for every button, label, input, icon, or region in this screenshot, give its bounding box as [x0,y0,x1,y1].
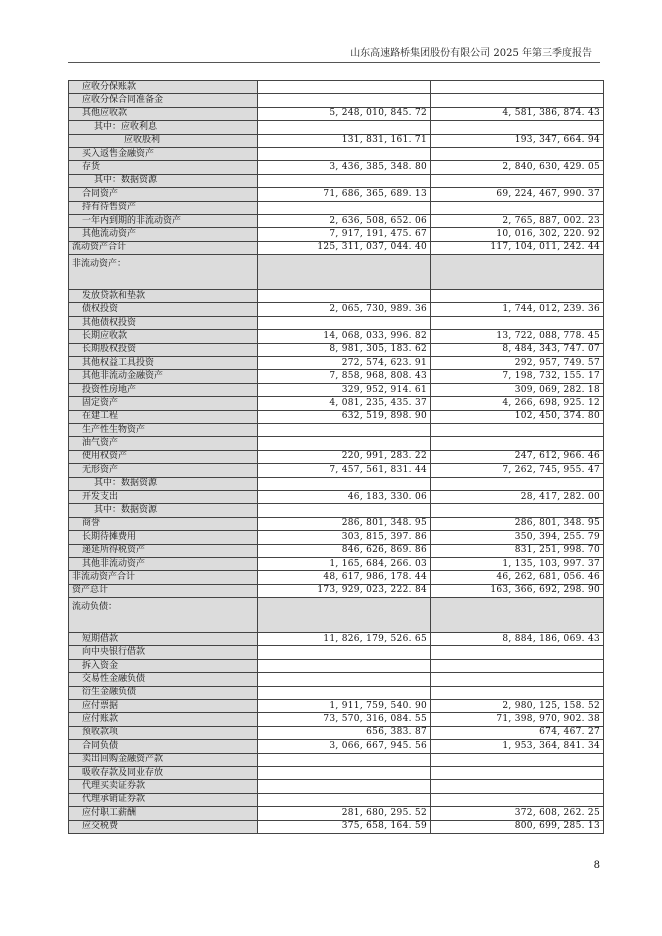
prior-period-value [431,504,604,517]
row-label: 代理承销证券款 [69,793,258,806]
current-period-value [258,81,431,94]
row-label: 使用权资产 [69,450,258,463]
table-row [69,686,604,699]
row-label: 持有待售资产 [69,201,258,214]
row-label: 非流动资产合计 [69,571,258,584]
row-label: 无形资产 [69,464,258,477]
header-rule [68,62,600,63]
prior-period-value [431,686,604,699]
row-label: 卖出回购金融资产款 [69,753,258,766]
current-period-value [258,766,431,779]
row-label: 其他权益工具投资 [69,357,258,370]
prior-period-value: 372, 608, 262. 25 [431,807,604,820]
table-row [69,753,604,766]
prior-period-value [431,766,604,779]
table-row [69,201,604,214]
table-row [69,464,604,477]
prior-period-value: 674, 467. 27 [431,726,604,739]
current-period-value: 846, 626, 869. 86 [258,544,431,557]
row-label: 其他非流动金融资产 [69,370,258,383]
table-row [69,437,604,450]
current-period-value: 2, 065, 730, 989. 36 [258,303,431,316]
table-row [69,713,604,726]
table-row [69,633,604,646]
prior-period-value: 4, 266, 698, 925. 12 [431,397,604,410]
table-row [69,423,604,436]
current-period-value [258,793,431,806]
row-label: 其中：数据资源 [69,504,258,517]
table-row [69,214,604,227]
current-period-value [258,659,431,672]
current-period-value [258,686,431,699]
current-period-value [258,753,431,766]
prior-period-value [431,147,604,160]
prior-period-value: 4, 581, 386, 874. 43 [431,107,604,120]
table-row [69,174,604,187]
row-label: 吸收存款及同业存放 [69,766,258,779]
table-row [69,646,604,659]
table-row [69,121,604,134]
row-label: 投资性房地产 [69,383,258,396]
table-row [69,397,604,410]
current-period-value [258,316,431,329]
prior-period-value: 2, 980, 125, 158. 52 [431,700,604,713]
table-row [69,517,604,530]
row-label: 流动负债： [69,598,258,633]
prior-period-value: 800, 699, 285. 13 [431,820,604,833]
table-row [69,766,604,779]
current-period-value [258,477,431,490]
prior-period-value: 13, 722, 088, 778. 45 [431,330,604,343]
row-label: 应交税费 [69,820,258,833]
row-label: 应付职工薪酬 [69,807,258,820]
prior-period-value [431,673,604,686]
row-label: 应收分保账款 [69,81,258,94]
row-label: 应付票据 [69,700,258,713]
row-label: 其他流动资产 [69,228,258,241]
prior-period-value [431,753,604,766]
row-label: 其中：数据资源 [69,477,258,490]
prior-period-value [431,598,604,633]
current-period-value: 272, 574, 623. 91 [258,357,431,370]
table-row [69,81,604,94]
row-label: 合同资产 [69,188,258,201]
table-row [69,94,604,107]
current-period-value [258,147,431,160]
balance-sheet-table [68,80,604,834]
prior-period-value [431,94,604,107]
row-label: 开发支出 [69,490,258,503]
current-period-value: 5, 248, 010, 845. 72 [258,107,431,120]
row-label: 资产总计 [69,584,258,597]
row-label: 债权投资 [69,303,258,316]
prior-period-value [431,437,604,450]
prior-period-value [431,780,604,793]
row-label: 其他应收款 [69,107,258,120]
table-row [69,330,604,343]
prior-period-value: 350, 394, 255. 79 [431,531,604,544]
row-label: 长期股权投资 [69,343,258,356]
prior-period-value: 247, 612, 966. 46 [431,450,604,463]
row-label: 长期应收款 [69,330,258,343]
row-label: 流动资产合计 [69,241,258,254]
table-row [69,490,604,503]
table-row [69,673,604,686]
current-period-value [258,504,431,517]
table-row [69,793,604,806]
table-row [69,571,604,584]
row-label: 其中：应收利息 [69,121,258,134]
current-period-value: 656, 383. 87 [258,726,431,739]
prior-period-value: 28, 417, 282. 00 [431,490,604,503]
prior-period-value: 8, 884, 186, 069. 43 [431,633,604,646]
table-row [69,370,604,383]
current-period-value [258,290,431,303]
current-period-value: 3, 066, 667, 945. 56 [258,740,431,753]
current-period-value: 7, 858, 968, 808. 43 [258,370,431,383]
current-period-value: 14, 068, 033, 996. 82 [258,330,431,343]
table-row [69,477,604,490]
current-period-value: 173, 929, 023, 222. 84 [258,584,431,597]
table-row [69,659,604,672]
current-period-value: 1, 911, 759, 540. 90 [258,700,431,713]
table-row [69,255,604,290]
current-period-value: 131, 831, 161. 71 [258,134,431,147]
prior-period-value: 193, 347, 664. 94 [431,134,604,147]
prior-period-value [431,793,604,806]
prior-period-value: 7, 262, 745, 955. 47 [431,464,604,477]
current-period-value: 220, 991, 283. 22 [258,450,431,463]
row-label: 短期借款 [69,633,258,646]
prior-period-value: 1, 953, 364, 841. 34 [431,740,604,753]
prior-period-value: 2, 840, 630, 429. 05 [431,161,604,174]
table-row [69,161,604,174]
balance-sheet-body [69,81,604,834]
current-period-value [258,174,431,187]
table-row [69,700,604,713]
row-label: 应付账款 [69,713,258,726]
prior-period-value: 10, 016, 302, 220. 92 [431,228,604,241]
table-row [69,807,604,820]
table-row [69,316,604,329]
prior-period-value [431,174,604,187]
table-row [69,188,604,201]
table-row [69,241,604,254]
prior-period-value: 102, 450, 374. 80 [431,410,604,423]
table-row [69,780,604,793]
table-row [69,228,604,241]
row-label: 代理买卖证券款 [69,780,258,793]
table-row [69,107,604,120]
prior-period-value [431,290,604,303]
current-period-value [258,121,431,134]
table-row [69,820,604,833]
table-row [69,740,604,753]
current-period-value [258,646,431,659]
table-row [69,726,604,739]
prior-period-value [431,81,604,94]
current-period-value [258,423,431,436]
prior-period-value: 292, 957, 749. 57 [431,357,604,370]
prior-period-value [431,646,604,659]
row-label: 固定资产 [69,397,258,410]
row-label: 一年内到期的非流动资产 [69,214,258,227]
row-label: 存货 [69,161,258,174]
current-period-value: 11, 826, 179, 526. 65 [258,633,431,646]
prior-period-value [431,121,604,134]
current-period-value: 46, 183, 330. 06 [258,490,431,503]
current-period-value: 7, 457, 561, 831. 44 [258,464,431,477]
row-label: 向中央银行借款 [69,646,258,659]
current-period-value [258,255,431,290]
prior-period-value: 7, 198, 732, 155. 17 [431,370,604,383]
prior-period-value [431,659,604,672]
prior-period-value: 163, 366, 692, 298. 90 [431,584,604,597]
current-period-value: 48, 617, 986, 178. 44 [258,571,431,584]
row-label: 应收股利 [69,134,258,147]
prior-period-value: 69, 224, 467, 990. 37 [431,188,604,201]
table-row [69,290,604,303]
prior-period-value [431,423,604,436]
row-label: 递延所得税资产 [69,544,258,557]
page-number: 8 [593,860,600,871]
current-period-value [258,201,431,214]
current-period-value: 71, 686, 365, 689. 13 [258,188,431,201]
row-label: 买入返售金融资产 [69,147,258,160]
table-row [69,450,604,463]
current-period-value: 1, 165, 684, 266. 03 [258,557,431,570]
row-label: 生产性生物资产 [69,423,258,436]
row-label: 其他债权投资 [69,316,258,329]
table-row [69,557,604,570]
row-label: 商誉 [69,517,258,530]
current-period-value [258,94,431,107]
table-row [69,598,604,633]
row-label: 预收款项 [69,726,258,739]
prior-period-value: 1, 744, 012, 239. 36 [431,303,604,316]
current-period-value [258,437,431,450]
row-label: 发放贷款和垫款 [69,290,258,303]
prior-period-value [431,316,604,329]
prior-period-value: 46, 262, 681, 056. 46 [431,571,604,584]
row-label: 非流动资产： [69,255,258,290]
table-row [69,357,604,370]
row-label: 在建工程 [69,410,258,423]
prior-period-value: 831, 251, 998. 70 [431,544,604,557]
table-row [69,584,604,597]
current-period-value: 125, 311, 037, 044. 40 [258,241,431,254]
row-label: 合同负债 [69,740,258,753]
current-period-value: 375, 658, 164. 59 [258,820,431,833]
prior-period-value [431,201,604,214]
row-label: 油气资产 [69,437,258,450]
prior-period-value [431,477,604,490]
table-row [69,531,604,544]
report-header: 山东高速路桥集团股份有限公司 2025 年第三季度报告 [350,48,592,59]
current-period-value: 4, 081, 235, 435. 37 [258,397,431,410]
row-label: 长期待摊费用 [69,531,258,544]
table-row [69,147,604,160]
row-label: 衍生金融负债 [69,686,258,699]
current-period-value: 632, 519, 898. 90 [258,410,431,423]
current-period-value: 281, 680, 295. 52 [258,807,431,820]
table-row [69,343,604,356]
table-row [69,303,604,316]
prior-period-value: 309, 069, 282. 18 [431,383,604,396]
prior-period-value: 117, 104, 011, 242. 44 [431,241,604,254]
current-period-value: 2, 636, 508, 652. 06 [258,214,431,227]
current-period-value [258,780,431,793]
current-period-value: 8, 981, 305, 183. 62 [258,343,431,356]
current-period-value: 286, 801, 348. 95 [258,517,431,530]
row-label: 其他非流动资产 [69,557,258,570]
table-row [69,134,604,147]
current-period-value: 303, 815, 397. 86 [258,531,431,544]
row-label: 其中：数据资源 [69,174,258,187]
table-row [69,410,604,423]
table-row [69,544,604,557]
prior-period-value: 2, 765, 887, 002. 23 [431,214,604,227]
table-row [69,504,604,517]
prior-period-value: 1, 135, 103, 997. 37 [431,557,604,570]
prior-period-value: 71, 398, 970, 902. 38 [431,713,604,726]
current-period-value: 7, 917, 191, 475. 67 [258,228,431,241]
prior-period-value: 286, 801, 348. 95 [431,517,604,530]
current-period-value: 3, 436, 385, 348. 80 [258,161,431,174]
prior-period-value: 8, 484, 343, 747. 07 [431,343,604,356]
current-period-value: 329, 952, 914. 61 [258,383,431,396]
row-label: 应收分保合同准备金 [69,94,258,107]
table-row [69,383,604,396]
row-label: 拆入资金 [69,659,258,672]
current-period-value: 73, 570, 316, 084. 55 [258,713,431,726]
current-period-value [258,598,431,633]
current-period-value [258,673,431,686]
row-label: 交易性金融负债 [69,673,258,686]
prior-period-value [431,255,604,290]
